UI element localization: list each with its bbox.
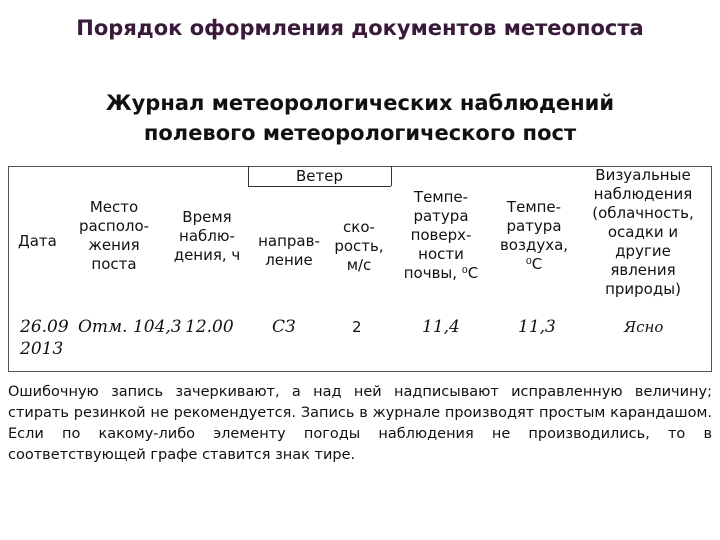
header-air-temp: Темпе- ратура воздуха, ⁰С: [499, 198, 569, 273]
row-time: 12.00: [185, 317, 234, 337]
instruction-note: Ошибочную запись зачеркивают, а над ней надписывают исправленную величину; стирать резинкой не рекомендуется. Запись в журнале производят простым карандашом. Если по какому-либо элементу погоды наблюдения не производились, то в соответствующей графе ставится знак тире.: [8, 384, 712, 463]
journal-title: [60, 88, 660, 148]
row-place: Отм. 104,3: [78, 317, 182, 337]
row-wind-direction: СЗ: [272, 317, 296, 337]
header-visual-observations: Визуальные наблюдения (облачность, осадки и другие явления природы): [592, 166, 694, 298]
header-time: Время наблю- дения, ч: [173, 208, 241, 264]
row-visual: Ясно: [624, 318, 664, 336]
row-air-temp: 11,3: [518, 317, 556, 337]
row-wind-speed: 2: [352, 318, 362, 336]
row-soil-temp: 11,4: [422, 317, 460, 337]
wind-header-divider-right: [391, 166, 392, 186]
wind-header-divider-bottom: [248, 186, 391, 187]
header-date: Дата: [18, 232, 57, 250]
header-wind-group: Ветер: [295, 167, 343, 185]
header-place: Место располо- жения поста: [78, 198, 150, 273]
slide-title: Порядок оформления документов метеопоста: [76, 16, 644, 40]
journal-title-line-2: полевого метеорологического пост: [143, 121, 577, 145]
header-wind-speed: ско- рость, м/с: [334, 218, 384, 274]
row-date: 26.09 2013: [20, 317, 69, 359]
header-wind-direction: направ- ление: [258, 232, 320, 269]
journal-title-line-1: Журнал метеорологических наблюдений: [105, 91, 615, 115]
header-soil-temp: Темпе- ратура поверх- ности почвы, ⁰С: [403, 188, 479, 282]
